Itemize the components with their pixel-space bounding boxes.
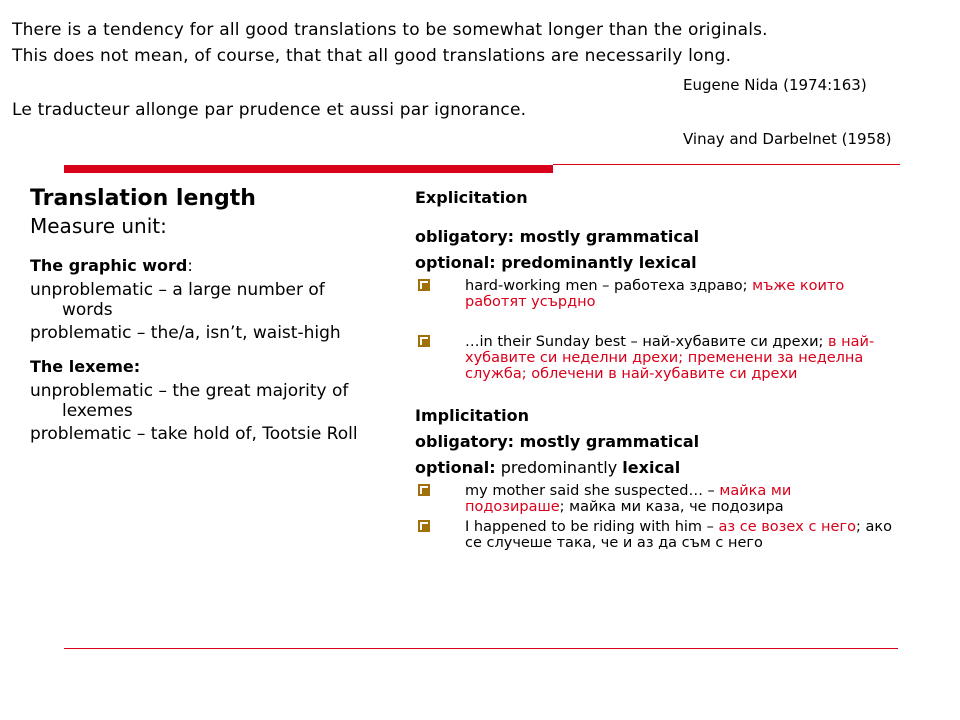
bullet-text-red: майка ми подозираше <box>465 483 792 515</box>
implicitation-heading: Implicitation <box>415 406 529 425</box>
list-item <box>415 483 895 515</box>
vinay-attribution: Vinay and Darbelnet (1958) <box>683 130 892 148</box>
bullet-text: my mother said she suspected… – <box>465 483 720 499</box>
graphic-word-problematic: problematic – the/a, isn’t, waist-high <box>30 323 341 343</box>
list-item <box>415 334 905 382</box>
optional-label: optional: <box>415 458 496 477</box>
vinay-quote-line: Le traducteur allonge par prudence et aussi par ignorance. <box>12 100 527 120</box>
bullet-text-red: мъже които работят усърдно <box>465 278 845 310</box>
list-item <box>415 519 895 551</box>
hollow-square-bullet-icon <box>418 279 430 291</box>
explicitation-optional: optional: predominantly lexical <box>415 253 697 272</box>
hollow-square-bullet-icon <box>418 484 430 496</box>
top-divider-thin <box>553 164 900 165</box>
lexeme-problematic: problematic – take hold of, Tootsie Roll <box>30 424 358 444</box>
hollow-square-bullet-icon <box>418 335 430 347</box>
hollow-square-bullet-icon <box>418 520 430 532</box>
optional-mid: predominantly <box>495 458 623 477</box>
left-column <box>30 185 370 447</box>
bullet-text-red: аз се возех с него <box>718 519 856 535</box>
implicitation-obligatory: obligatory: mostly grammatical <box>415 432 700 451</box>
lexeme-unproblematic: unproblematic – the great majority of lexemes <box>30 381 349 421</box>
lexeme-heading: The lexeme: <box>30 357 141 376</box>
right-column <box>415 187 915 552</box>
implicitation-optional <box>415 457 915 479</box>
nida-quote-line-2: This does not mean, of course, that that all good translations are necessarily long. <box>12 46 732 66</box>
graphic-word-heading <box>30 255 370 277</box>
list-item <box>415 278 895 310</box>
bullet-text-tail: ; майка ми каза, че подозира <box>559 499 784 515</box>
explicitation-obligatory: obligatory: mostly grammatical <box>415 227 700 246</box>
explicitation-heading: Explicitation <box>415 188 528 207</box>
bullet-text-tail: ; ако се случеше така, че и аз да съм с него <box>465 519 892 551</box>
bullet-text: I happened to be riding with him – <box>465 519 719 535</box>
slide-title: Translation length <box>30 186 256 211</box>
top-divider-thick <box>64 165 553 173</box>
bullet-text: hard-working men – работеха здраво; <box>465 278 748 294</box>
bullet-text-red: в най-хубавите си неделни дрехи; пременени за неделна служба; облечени в най-хубавите си дрехи <box>465 334 875 382</box>
nida-attribution: Eugene Nida (1974:163) <box>683 76 867 94</box>
measure-unit-heading: Measure unit: <box>30 214 167 238</box>
graphic-word-colon: : <box>187 256 193 275</box>
nida-quote-line-1: There is a tendency for all good translations to be somewhat longer than the originals. <box>12 20 768 40</box>
graphic-word-label: The graphic word <box>30 256 188 275</box>
bullet-text: …in their Sunday best – най-хубавите си дрехи; <box>465 334 824 350</box>
optional-end: lexical <box>622 458 681 477</box>
graphic-word-unproblematic: unproblematic – a large number of words <box>30 280 325 320</box>
bottom-divider <box>64 648 898 649</box>
